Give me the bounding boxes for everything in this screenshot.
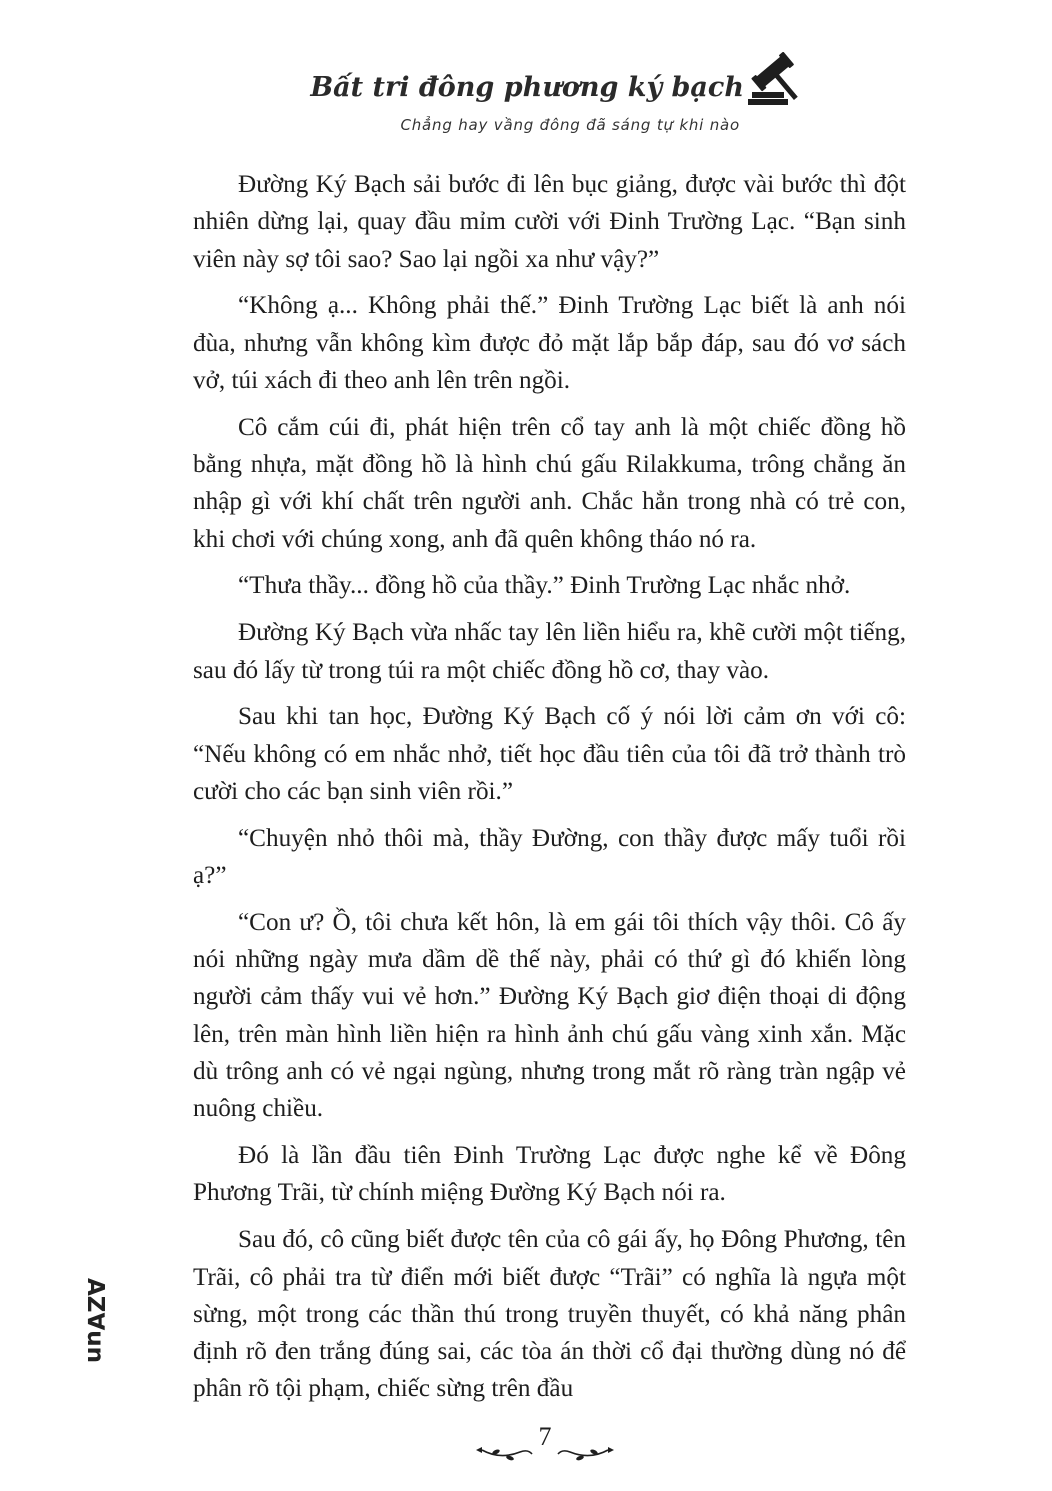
paragraph: Đường Ký Bạch sải bước đi lên bục giảng, được vài bước thì đột nhiên dừng lại, quay đầu mỉm cười với Đinh Trường Lạc. “Bạn sinh viên này sợ tôi sao? Sao lại ngồi xa như vậy?” [193, 171, 906, 273]
paragraph: “Không ạ... Không phải thế.” Đinh Trường Lạc biết là anh nói đùa, nhưng vẫn không kìm được đỏ mặt lắp bắp đáp, sau đó vơ sách vở, túi xách đi theo anh lên trên ngồi. [193, 292, 906, 394]
paragraph: “Chuyện nhỏ thôi mà, thầy Đường, con thầy được mấy tuổi rồi ạ?” [193, 824, 906, 890]
paragraph: “Con ư? Ồ, tôi chưa kết hôn, là em gái tôi thích vậy thôi. Cô ấy nói những ngày mưa dầm dề thế này, phải có thứ gì đó khiến lòng người cảm thấy vui vẻ hơn.” Đường Ký Bạch giơ điện thoại di động lên, trên màn hình liền hiện ra hình ảnh chú gấu vàng xinh xắn. Mặc dù trông anh có vẻ ngại ngùng, nhưng trong mắt rõ ràng tràn ngập vẻ nuông chiều. [193, 908, 906, 1123]
body-text [193, 166, 906, 1417]
page-header [0, 0, 1052, 150]
book-subtitle: Chẳng hay vầng đông đã sáng tự khi nào [400, 116, 740, 134]
paragraph: Sau đó, cô cũng biết được tên của cô gái ấy, họ Đông Phương, tên Trãi, cô phải tra từ điển mới biết được “Trãi” có nghĩa là ngựa một sừng, một trong các thần thú trong truyền thuyết, có khả năng phân định rõ đen trắng đúng sai, các tòa án thời cổ đại thường dùng nó để phân rõ tội phạm, chiếc sừng trên đầu [193, 1226, 906, 1403]
book-title: Bất tri đông phương ký bạch [310, 72, 744, 103]
paragraph: Sau khi tan học, Đường Ký Bạch cố ý nói lời cảm ơn với cô: “Nếu không có em nhắc nhở, tiết học đầu tiên của tôi đã trở thành trò cười cho các bạn sinh viên rồi.” [193, 703, 906, 805]
page-number: 7 [538, 1422, 552, 1451]
publisher-logo: AZ∀un [82, 1278, 108, 1364]
gavel-icon [748, 52, 810, 108]
paragraph: Đó là lần đầu tiên Đinh Trường Lạc được nghe kể về Đông Phương Trãi, từ chính miệng Đường Ký Bạch nói ra. [193, 1142, 906, 1207]
paragraph: “Thưa thầy... đồng hồ của thầy.” Đinh Trường Lạc nhắc nhở. [238, 572, 851, 600]
page-footer [470, 1418, 620, 1468]
paragraph: Cô cắm cúi đi, phát hiện trên cổ tay anh là một chiếc đồng hồ bằng nhựa, mặt đồng hồ là hình chú gấu Rilakkuma, trông chẳng ăn nhập gì với khí chất trên người anh. Chắc hẳn trong nhà có trẻ con, khi chơi với chúng xong, anh đã quên không tháo nó ra. [193, 413, 906, 553]
paragraph: Đường Ký Bạch vừa nhấc tay lên liền hiểu ra, khẽ cười một tiếng, sau đó lấy từ trong túi ra một chiếc đồng hồ cơ, thay vào. [193, 619, 906, 684]
